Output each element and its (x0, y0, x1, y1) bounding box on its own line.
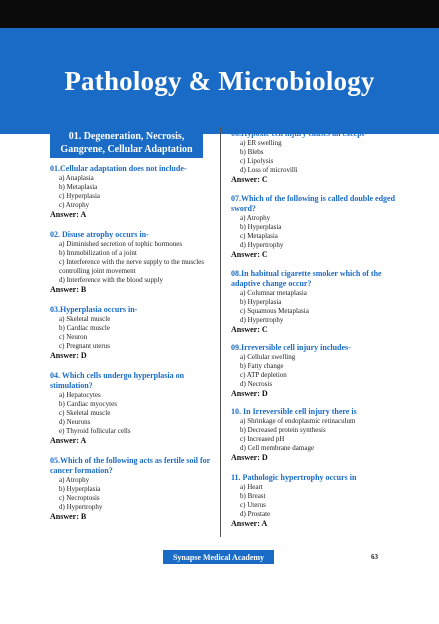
option-item: b) Hyperplasia (59, 485, 101, 493)
footer-badge: Synapse Medical Academy (163, 550, 274, 564)
question-title: 08.In habitual cigarette smoker which of the adaptive change occur? (231, 269, 382, 288)
question-title: 02. Disuse atrophy occurs in- (50, 230, 149, 239)
option-list (231, 214, 401, 250)
option-list (50, 391, 213, 436)
option-item: b) Metaplasia (59, 183, 98, 191)
question-title: 03.Hyperplasia occurs in- (50, 305, 138, 314)
option-list (50, 315, 213, 351)
option-item: a) Columnar metaplasia (240, 289, 307, 297)
option-item: b) Cardiac myocytes (59, 400, 117, 408)
question-block (231, 473, 401, 529)
question-block (231, 269, 401, 335)
option-item: b) Blebs (240, 148, 264, 156)
answer-line: Answer: A (50, 436, 87, 445)
option-item: a) Diminished secretion of tophic hormones (59, 240, 183, 248)
option-list (231, 139, 401, 175)
question-block (50, 230, 213, 295)
option-item: b) Immobilization of a joint (59, 249, 137, 257)
option-list (231, 483, 401, 519)
option-item: a) Atrophy (240, 214, 271, 222)
option-item: b) Decreased protein synthesis (240, 426, 326, 434)
option-item: c) Metaplasia (240, 232, 278, 240)
option-item: c) Uterus (240, 501, 266, 509)
option-item: c) Lipolysis (240, 157, 274, 165)
left-column (50, 129, 213, 522)
answer-line: Answer: C (231, 175, 268, 184)
option-item: b) Cardiac muscle (59, 324, 110, 332)
option-item: c) Pregnant uterus (59, 342, 110, 350)
answer-line: Answer: D (50, 351, 87, 360)
question-title: 11. Pathologic hypertrophy occurs in (231, 473, 357, 482)
option-item: d) Hypertrophy (59, 503, 103, 511)
question-title: 06.Hypoxic cell injury causes all except- (231, 129, 367, 138)
option-list (50, 174, 213, 210)
answer-line: Answer: B (50, 285, 87, 294)
option-item: d) Hypertrophy (240, 241, 284, 249)
option-item: d) Interference with the blood supply (59, 276, 163, 284)
option-item: a) Hepatocytes (59, 391, 101, 399)
option-item: d) Cell membrane damage (240, 444, 315, 452)
question-title: 10. In Irreversible cell injury there is (231, 407, 357, 416)
option-list (50, 476, 213, 512)
option-item: c) Hyperplasia (59, 192, 101, 200)
option-item: c) Neuron (59, 333, 88, 341)
option-item: d) Loss of microvilli (240, 166, 298, 174)
option-item: c) Increased pH (240, 435, 285, 443)
option-item: a) Atrophy (59, 476, 90, 484)
question-title: 01.Cellular adaptation does not include- (50, 164, 187, 173)
chapter-heading: 01. Degeneration, Necrosis, Gangrene, Cellular Adaptation (50, 129, 203, 158)
option-item: b) Hyperplasia (240, 298, 282, 306)
answer-line: Answer: D (231, 453, 268, 462)
right-column (231, 129, 401, 529)
option-item: b) Breast (240, 492, 266, 500)
question-title: 05.Which of the following acts as fertile soil for cancer formation? (50, 456, 211, 475)
option-item: a) Shrinkage of endoplasmic retinaculum (240, 417, 356, 425)
question-block (231, 129, 401, 185)
option-item: c) Skeletal muscle (59, 409, 111, 417)
page-number: 63 (371, 553, 378, 561)
option-item: d) Necrosis (240, 380, 273, 388)
question-title: 07.Which of the following is called double edged sword? (231, 194, 396, 213)
option-list (231, 289, 401, 325)
option-item: c) Interference with the nerve supply to the muscles controlling joint movement (59, 258, 205, 275)
option-item: c) ATP depletion (240, 371, 287, 379)
option-item: e) Thyroid follicular cells (59, 427, 131, 435)
question-block (231, 194, 401, 260)
page-title: Pathology & Microbiology (64, 65, 375, 96)
option-item: a) Heart (240, 483, 263, 491)
option-item: b) Hyperplasia (240, 223, 282, 231)
question-block (50, 456, 213, 522)
option-item: d) Prostate (240, 510, 271, 518)
answer-line: Answer: C (231, 250, 268, 259)
option-item: d) Hypertrophy (240, 316, 284, 324)
question-block (50, 305, 213, 361)
answer-line: Answer: A (50, 210, 87, 219)
option-item: b) Fatty change (240, 362, 284, 370)
option-item: c) Necroptosis (59, 494, 100, 502)
option-item: a) ER swelling (240, 139, 282, 147)
answer-line: Answer: D (231, 389, 268, 398)
answer-line: Answer: B (50, 512, 87, 521)
option-item: a) Cellular swelling (240, 353, 296, 361)
top-black-bar (0, 0, 439, 28)
option-item: d) Neurons (59, 418, 91, 426)
option-list (50, 240, 213, 285)
option-item: c) Atrophy (59, 201, 90, 209)
answer-line: Answer: C (231, 325, 268, 334)
question-block (50, 164, 213, 220)
question-block (50, 371, 213, 446)
title-banner (0, 28, 439, 134)
option-list (231, 353, 401, 389)
question-block (231, 407, 401, 463)
right-question-list (231, 129, 401, 529)
question-title: 04. Which cells undergo hyperplasia on stimulation? (50, 371, 185, 390)
left-question-list (50, 164, 213, 522)
option-item: a) Skeletal muscle (59, 315, 111, 323)
column-divider (220, 127, 221, 537)
option-list (231, 417, 401, 453)
question-title: 09.Irreversible cell injury includes- (231, 343, 351, 352)
option-item: a) Anaplasia (59, 174, 94, 182)
question-block (231, 343, 401, 399)
option-item: c) Squamous Metaplasia (240, 307, 309, 315)
answer-line: Answer: A (231, 519, 268, 528)
